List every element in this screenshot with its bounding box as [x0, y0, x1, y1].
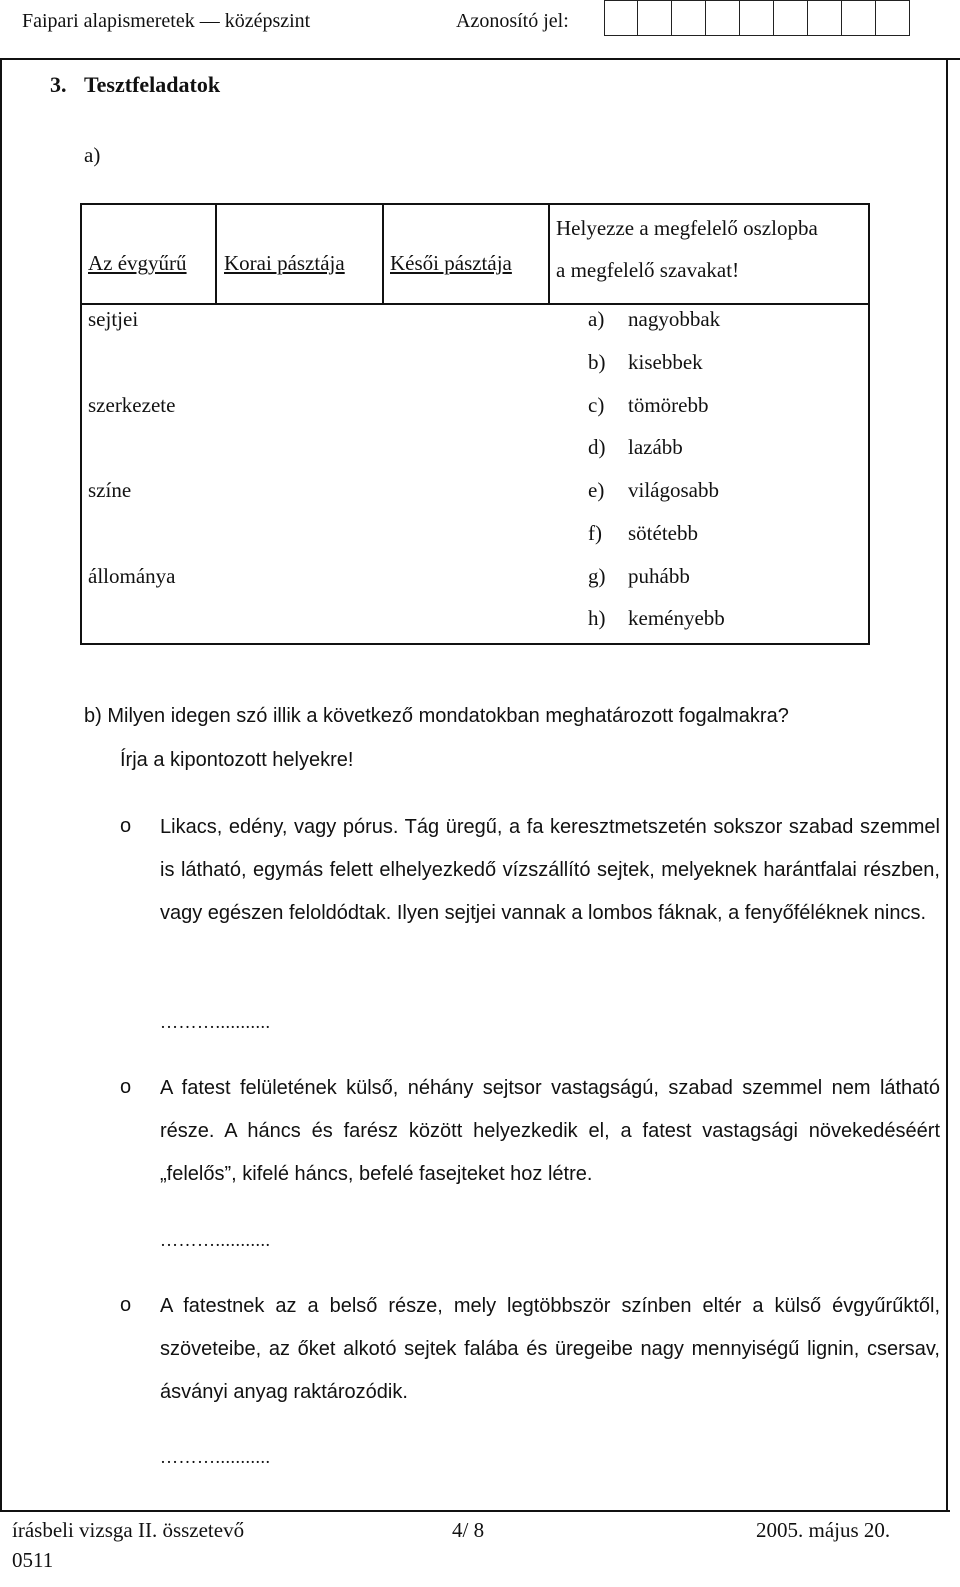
part-a-label: a) [84, 143, 101, 167]
id-digit-box[interactable] [604, 0, 638, 36]
header-cell-early[interactable] [216, 204, 383, 304]
answer-blank-2[interactable]: ………........... [160, 1230, 271, 1250]
page-number: 4/ 8 [452, 1518, 485, 1542]
option-key: h) [588, 606, 606, 630]
property-structure: szerkezete [88, 393, 176, 417]
header-cell-late[interactable] [383, 204, 549, 304]
section-title-text: Tesztfeladatok [84, 72, 221, 97]
id-digit-box[interactable] [672, 0, 706, 36]
part-b-question: b) Milyen idegen szó illik a következő mondatokban meghatározott fogalmakra? [84, 705, 789, 727]
option-word: kisebbek [628, 350, 703, 374]
instruction-line-1: Helyezze a megfelelő oszlopba [556, 216, 818, 240]
option-g [588, 564, 690, 589]
option-word: tömörebb [628, 393, 709, 417]
id-digit-box[interactable] [808, 0, 842, 36]
footer-date: 2005. május 20. [756, 1518, 891, 1542]
section-number: 3. [50, 72, 67, 97]
definition-3: A fatestnek az a belső része, mely legtöbbször színben eltér a külső évgyűrűktől, szöveteibe, az őket alkotó sejtek falába és üregeibe nagy mennyiségű lignin, csersav, ásványi anyag raktározódik. [160, 1295, 940, 1403]
id-digit-box[interactable] [638, 0, 672, 36]
footer-code: 0511 [12, 1548, 54, 1572]
part-b-instruction: Írja a kipontozott helyekre! [120, 749, 354, 771]
option-key: a) [588, 307, 605, 331]
option-b [588, 350, 703, 375]
option-word: világosabb [628, 478, 719, 502]
option-word: nagyobbak [628, 307, 721, 331]
definition-1: Likacs, edény, vagy pórus. Tág üregű, a fa keresztmetszetén sokszor szabad szemmel is látható, egymás felett elhelyezkedő vízszállító sejtek, melyeknek harántfalai részben, vagy egészen feloldódtak. Ilyen sejtjei vannak a lombos fáknak, a fenyőféléknek nincs. [160, 816, 940, 924]
answer-blank-3[interactable]: ………........... [160, 1447, 271, 1467]
id-digit-box[interactable] [774, 0, 808, 36]
option-c [588, 393, 708, 418]
id-digit-box[interactable] [842, 0, 876, 36]
id-boxes[interactable] [604, 0, 910, 36]
table-body-cell [81, 304, 869, 644]
option-f [588, 521, 698, 546]
definition-2: A fatest felületének külső, néhány sejtsor vastagságú, szabad szemmel nem látható része. A háncs és farész között helyezkedik el, a fatest vastagsági növekedéséért „felelős”, kifelé háncs, befelé fasejteket hoz létre. [160, 1077, 940, 1185]
option-key: f) [588, 521, 602, 545]
option-d [588, 435, 683, 460]
property-colour: színe [88, 478, 132, 502]
option-e [588, 478, 719, 503]
instruction-cell [549, 204, 869, 304]
header-subject: Faipari alapismeretek — középszint [22, 10, 311, 32]
bullet-marker: o [120, 815, 132, 837]
id-digit-box[interactable] [876, 0, 910, 36]
property-cells: sejtjei [88, 307, 139, 331]
footer-rule [0, 1510, 950, 1512]
sorting-table [80, 203, 870, 645]
property-stock: állománya [88, 564, 176, 588]
option-a [588, 307, 720, 332]
bullet-marker: o [120, 1076, 132, 1098]
option-key: c) [588, 393, 605, 417]
option-h [588, 606, 725, 631]
option-key: g) [588, 564, 606, 588]
option-word: puhább [628, 564, 690, 588]
bullet-marker: o [120, 1294, 132, 1316]
id-digit-box[interactable] [706, 0, 740, 36]
col-annual-ring: Az évgyűrű [88, 251, 187, 275]
col-early-wood: Korai pásztája [224, 251, 345, 275]
option-word: keményebb [628, 606, 725, 630]
option-key: b) [588, 350, 606, 374]
footer-exam: írásbeli vizsga II. összetevő [12, 1518, 245, 1542]
option-word: lazább [628, 435, 683, 459]
option-key: d) [588, 435, 606, 459]
col-late-wood: Késői pásztája [390, 251, 512, 275]
section-title [50, 72, 220, 98]
id-digit-box[interactable] [740, 0, 774, 36]
page-right-rule [946, 58, 948, 1512]
header-cell-annual-ring [81, 204, 216, 304]
option-key: e) [588, 478, 605, 502]
instruction-line-2: a megfelelő szavakat! [556, 258, 740, 282]
header-id-label: Azonosító jel: [456, 10, 569, 32]
page-left-rule [0, 58, 2, 1512]
page-top-rule [0, 58, 960, 60]
answer-blank-1[interactable]: ………........... [160, 1012, 271, 1032]
option-word: sötétebb [628, 521, 698, 545]
